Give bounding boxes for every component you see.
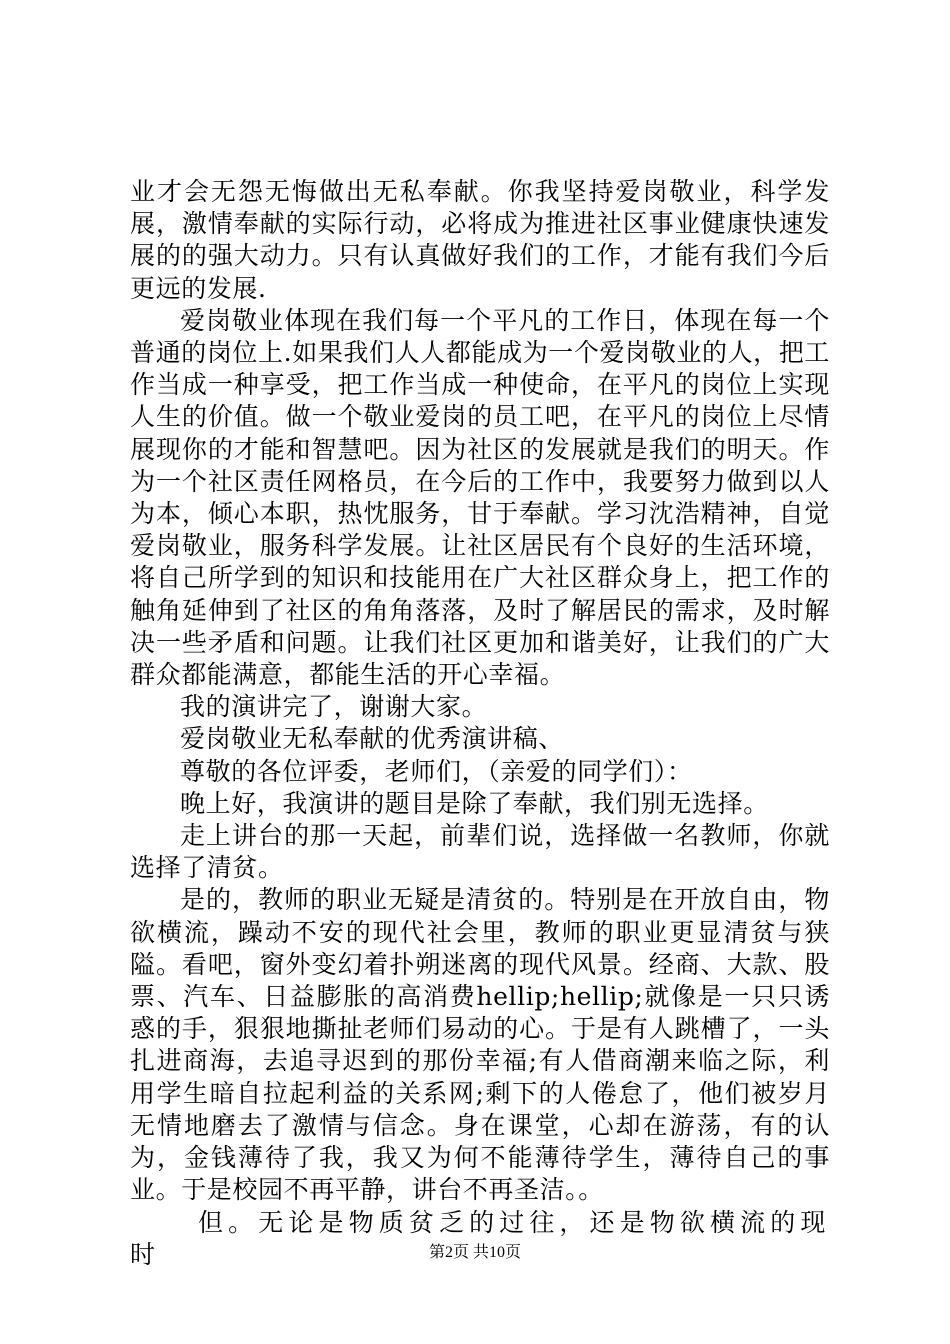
paragraph-9: 但。无论是物质贫乏的过往，还是物欲横流的现时 xyxy=(130,1207,830,1269)
paragraph-2: 爱岗敬业体现在我们每一个平凡的工作日，体现在每一个普通的岗位上.如果我们人人都能成为一个爱岗敬业的人，把工作当成一种享受，把工作当成一种使命，在平凡的岗位上实现人生的价值。做一个敬业爱岗的员工吧，在平凡的岗位上尽情展现你的才能和智慧吧。因为社区的发展就是我们的明天。作为一个社区责任网格员，在今后的工作中，我要努力做到以人为本，倾心本职，热忱服务，甘于奉献。学习沈浩精神，自觉爱岗敬业，服务科学发展。让社区居民有个良好的生活环境，将自己所学到的知识和技能用在广大社区群众身上，把工作的触角延伸到了社区的角角落落，及时了解居民的需求，及时解决一些矛盾和问题。让我们社区更加和谐美好，让我们的广大群众都能满意，都能生活的开心幸福。 xyxy=(130,305,830,690)
paragraph-6: 晚上好，我演讲的题目是除了奉献，我们别无选择。 xyxy=(180,788,769,818)
paragraph-5: 尊敬的各位评委，老师们，（亲爱的同学们）： xyxy=(180,756,693,786)
paragraph-4: 爱岗敬业无私奉献的优秀演讲稿、 xyxy=(180,724,565,754)
page-number-label: 第2页 共10页 xyxy=(428,1244,521,1261)
paragraph-8: 是的，教师的职业无疑是清贫的。特别是在开放自由，物欲横流，躁动不安的现代社会里，教师的职业更显清贫与狭隘。看吧，窗外变幻着扑朔迷离的现代风景。经商、大款、股票、汽车、日益膨胀的高消费hellip;hellip;就像是一只只诱惑的手，狠狠地撕扯老师们易动的心。于是有人跳槽了，一头扎进商海，去追寻迟到的那份幸福;有人借商潮来临之际，利用学生暗自拉起利益的关系网;剩下的人倦怠了，他们被岁月无情地磨去了激情与信念。身在课堂，心却在游荡，有的认为，金钱薄待了我，我又为何不能薄待学生，薄待自己的事业。于是校园不再平静，讲台不再圣洁。。 xyxy=(130,885,830,1205)
page-footer xyxy=(0,1239,950,1262)
paragraph-7: 走上讲台的那一天起，前辈们说，选择做一名教师，你就选择了清贫。 xyxy=(130,821,830,883)
document-body xyxy=(130,176,830,1271)
paragraph-1: 业才会无怨无悔做出无私奉献。你我坚持爱岗敬业，科学发展，激情奉献的实际行动，必将成为推进社区事业健康快速发展的的强大动力。只有认真做好我们的工作，才能有我们今后更远的发展. xyxy=(130,177,830,303)
paragraph-3: 我的演讲完了，谢谢大家。 xyxy=(180,692,488,722)
